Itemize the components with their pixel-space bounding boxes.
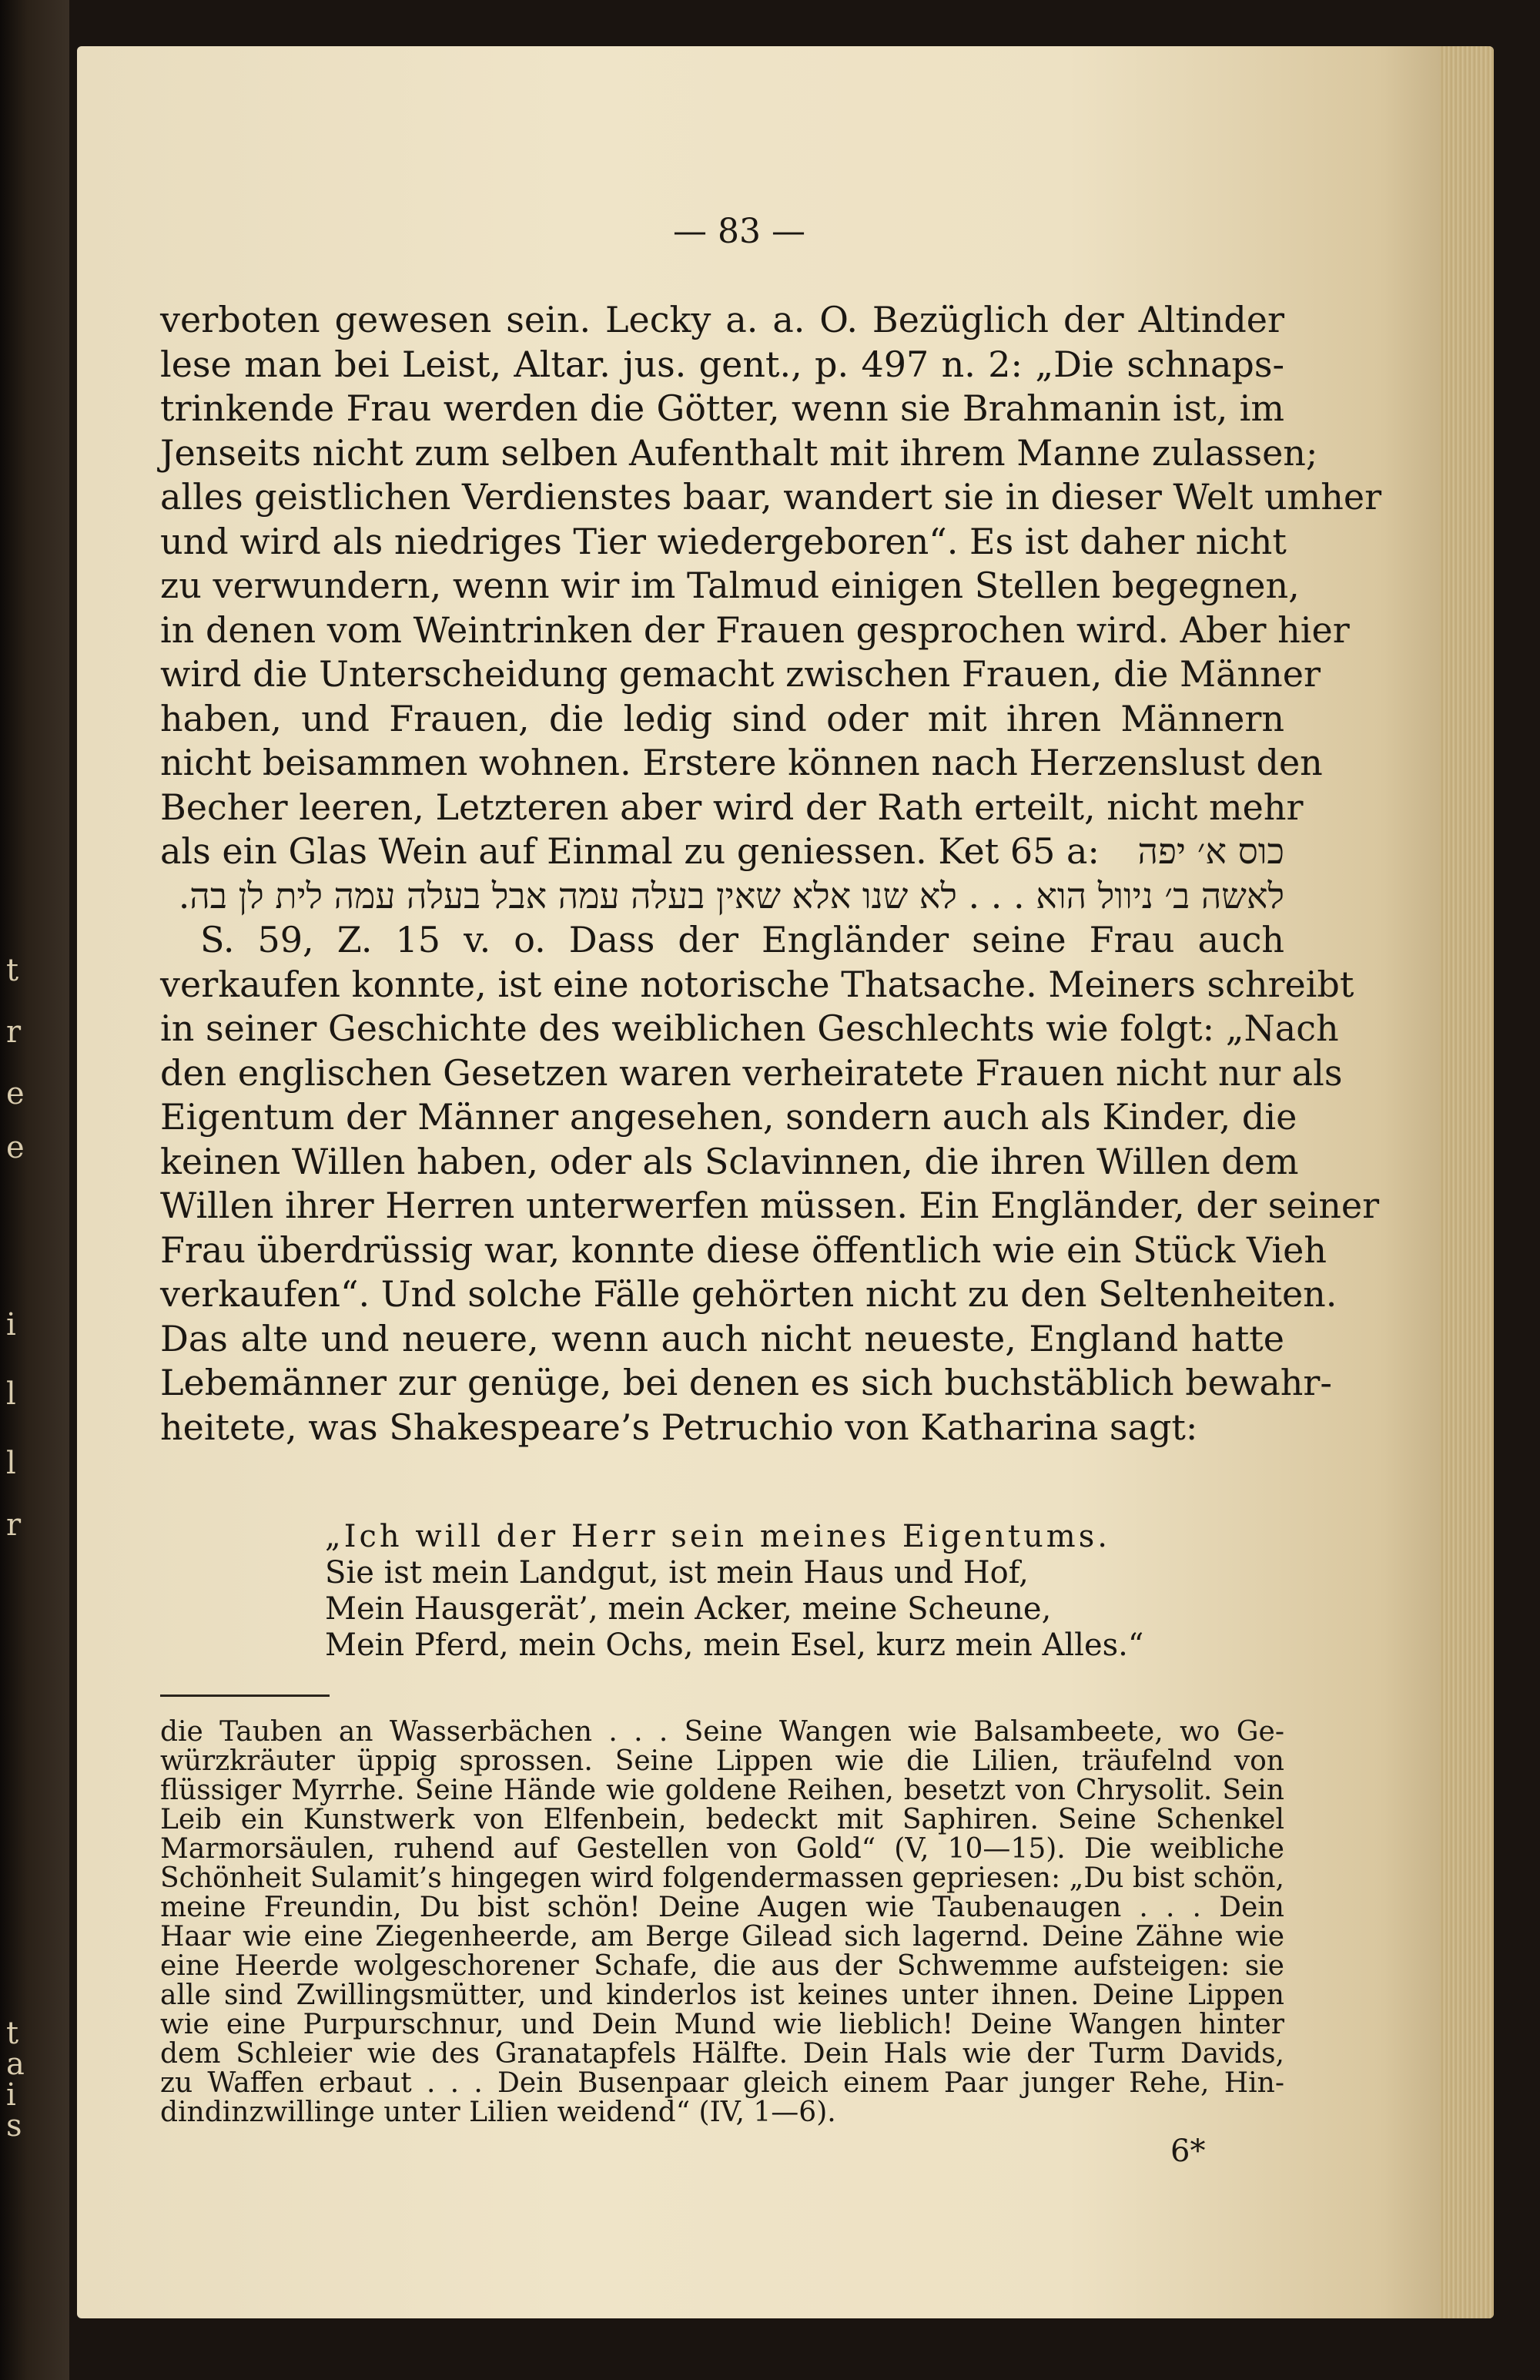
text-line: Eigentum der Männer angesehen, sondern auch als Kinder, die (160, 1096, 1297, 1138)
text-line: Frau überdrüssig war, konnte diese öffentlich wie ein Stück Vieh (160, 1229, 1327, 1271)
text-line: und wird als niedriges Tier wiedergeboren“. Es ist daher nicht (160, 520, 1287, 562)
adjacent-page-fragment: s (6, 2108, 22, 2144)
adjacent-page-fragment: a (6, 2046, 25, 2082)
text-line: lese man bei Leist, Altar. jus. gent., p. 497 n. 2: „Die schnaps- (160, 343, 1284, 385)
footnote-line: eine Heerde wolgeschorener Schafe, die aus der Schwemme aufsteigen: sie (160, 1950, 1284, 1982)
text-line: wird die Unterscheidung gemacht zwischen Frauen, die Männer (160, 653, 1321, 695)
footnote-line: Marmorsäulen, ruhend auf Gestellen von Gold“ (V, 10—15). Die weibliche (160, 1833, 1284, 1865)
footnote-line: meine Freundin, Du bist schön! Deine Augen wie Taubenaugen . . . Dein (160, 1892, 1284, 1923)
footnote-line: zu Waffen erbaut . . . Dein Busenpaar gleich einem Paar junger Rehe, Hin- (160, 2067, 1284, 2099)
adjacent-page-fragment: e (6, 1076, 25, 1111)
text-line: verboten gewesen sein. Lecky a. a. O. Bezüglich der Altinder (160, 299, 1284, 340)
text-line: heitete, was Shakespeare’s Petruchio von Katharina sagt: (160, 1406, 1198, 1448)
adjacent-page-fragment: t (6, 2016, 19, 2051)
footnote-divider (160, 1694, 330, 1697)
verse-line: Sie ist mein Landgut, ist mein Haus und Hof, (325, 1555, 1029, 1591)
hebrew-quote: כוס א׳ יפה (1137, 830, 1284, 872)
footnote (160, 1718, 1284, 2127)
footnote-line: dem Schleier wie des Granatapfels Hälfte. Dein Hals wie der Turm Davids, (160, 2038, 1284, 2070)
main-text (160, 298, 1382, 1450)
footnote-line: flüssiger Myrrhe. Seine Hände wie goldene Reihen, besetzt von Chrysolit. Sein (160, 1775, 1284, 1806)
text-line: verkaufen“. Und solche Fälle gehörten nicht zu den Seltenheiten. (160, 1273, 1337, 1315)
text-line: alles geistlichen Verdienstes baar, wandert sie in dieser Welt umher (160, 476, 1382, 518)
adjacent-page-fragment: e (6, 1130, 25, 1165)
text-line: Jenseits nicht zum selben Aufenthalt mit ihrem Manne zulassen; (160, 431, 1318, 474)
verse-quote (325, 1519, 1249, 1664)
text-line: in denen vom Weintrinken der Frauen gesprochen wird. Aber hier (160, 608, 1350, 651)
footnote-line: würzkräuter üppig sprossen. Seine Lippen wie die Lilien, träufelnd von (160, 1745, 1284, 1777)
footnote-line: alle sind Zwillingsmütter, und kinderlos ist keines unter ihnen. Deine Lippen (160, 1979, 1284, 2011)
adjacent-page-fragment: i (6, 2077, 16, 2113)
adjacent-page-fragment: l (6, 1446, 16, 1481)
text-line: in seiner Geschichte des weiblichen Geschlechts wie folgt: „Nach (160, 1007, 1339, 1049)
footnote-line: Leib ein Kunstwerk von Elfenbein, bedeckt mit Saphiren. Seine Schenkel (160, 1804, 1284, 1835)
text-line: verkaufen konnte, ist eine notorische Thatsache. Meiners schreibt (160, 963, 1354, 1005)
text-line: Lebemänner zur genüge, bei denen es sich buchstäblich bewahr- (160, 1362, 1332, 1403)
adjacent-page-fragment: t (6, 953, 19, 988)
footnote-line: Schönheit Sulamit’s hingegen wird folgendermassen gepriesen: „Du bist schön, (160, 1862, 1284, 1894)
book-page (77, 46, 1494, 2318)
adjacent-page-strip (0, 0, 69, 2380)
text-line: zu verwundern, wenn wir im Talmud einigen Stellen begegnen, (160, 565, 1300, 606)
text-line: haben, und Frauen, die ledig sind oder mit ihren Männern (160, 697, 1284, 739)
text-line: nicht beisammen wohnen. Erstere können nach Herzenslust den (160, 742, 1323, 783)
page-edge (1440, 46, 1494, 2318)
text-line: trinkende Frau werden die Götter, wenn sie Brahmanin ist, im (160, 387, 1284, 429)
text-line: Willen ihrer Herren unterwerfen müssen. Ein Engländer, der seiner (160, 1185, 1380, 1226)
verse-line: Mein Pferd, mein Ochs, mein Esel, kurz mein Alles.“ (325, 1627, 1144, 1663)
verse-line: „Ich will der Herr sein meines Eigentums. (325, 1519, 1110, 1554)
verse-line: Mein Hausgerät’, mein Acker, meine Scheune, (325, 1591, 1052, 1627)
text-line: den englischen Gesetzen waren verheiratete Frauen nicht nur als (160, 1051, 1343, 1094)
hebrew-quote-line: לאשה ב׳ ניוול הוא . . . לא שנו אלא שאין בעלה עמה אבל בעלה עמה לית לן בה. (178, 874, 1284, 917)
footnote-line: wie eine Purpurschnur, und Dein Mund wie lieblich! Deine Wangen hinter (160, 2009, 1284, 2040)
adjacent-page-fragment: r (6, 1014, 22, 1050)
page-number: — 83 — (673, 212, 805, 251)
text-segment: als ein Glas Wein auf Einmal zu geniessen. Ket 65 a: (160, 830, 1100, 872)
footnote-line: die Tauben an Wasserbächen . . . Seine Wangen wie Balsambeete, wo Ge- (160, 1716, 1284, 1748)
text-line: keinen Willen haben, oder als Sclavinnen, die ihren Willen dem (160, 1140, 1299, 1182)
adjacent-page-fragment: r (6, 1507, 22, 1543)
text-line: Becher leeren, Letzteren aber wird der Rath erteilt, nicht mehr (160, 786, 1304, 828)
text-line: S. 59, Z. 15 v. o. Dass der Engländer seine Frau auch (200, 919, 1284, 960)
text-line-with-hebrew (160, 830, 1284, 874)
adjacent-page-fragment: l (6, 1376, 16, 1412)
text-line: Das alte und neuere, wenn auch nicht neueste, England hatte (160, 1317, 1284, 1359)
printer-signature: 6* (1170, 2134, 1206, 2169)
footnote-line: dindinzwillinge unter Lilien weidend“ (IV, 1—6). (160, 2097, 836, 2128)
footnote-line: Haar wie eine Ziegenheerde, am Berge Gilead sich lagernd. Deine Zähne wie (160, 1921, 1284, 1953)
adjacent-page-fragment: i (6, 1307, 16, 1343)
